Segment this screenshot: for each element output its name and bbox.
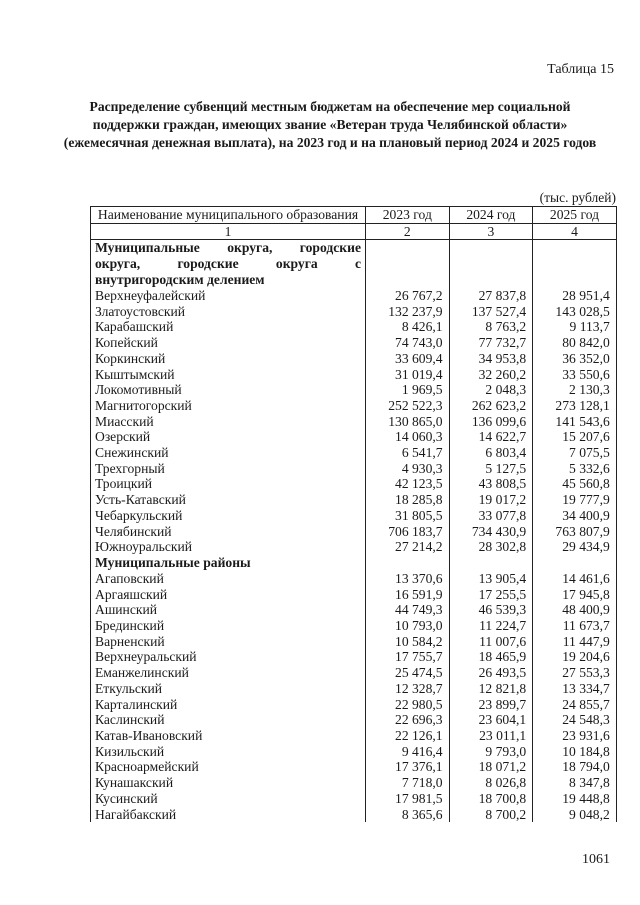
amount-cell: 33 609,4 (366, 351, 450, 367)
amount-cell: 8 763,2 (449, 319, 533, 335)
amount-cell: 25 474,5 (366, 665, 450, 681)
table-row (91, 712, 617, 728)
header-2024: 2024 год (449, 207, 533, 224)
amount-cell: 33 077,8 (449, 508, 533, 524)
amount-cell: 2 048,3 (449, 382, 533, 398)
table-row (91, 288, 617, 304)
amount-cell: 28 951,4 (533, 288, 617, 304)
table-row (91, 571, 617, 587)
municipality-name: Копейский (91, 335, 366, 351)
municipality-name: Трехгорный (91, 461, 366, 477)
section-title: Муниципальные районы (91, 555, 366, 571)
table-row (91, 587, 617, 603)
amount-cell: 16 591,9 (366, 587, 450, 603)
amount-cell: 262 623,2 (449, 398, 533, 414)
municipality-name: Еткульский (91, 681, 366, 697)
table-row (91, 398, 617, 414)
municipality-name: Агаповский (91, 571, 366, 587)
amount-cell: 12 821,8 (449, 681, 533, 697)
amount-cell: 48 400,9 (533, 602, 617, 618)
table-row (91, 791, 617, 807)
table-row (91, 382, 617, 398)
document-title: Распределение субвенций местным бюджетам на обеспечение мер социальной поддержки граждан, имеющих звание «Ветеран труда Челябинской области» (ежемесячная денежная выплата), на 2023 год и на плановый период 2024 и 2025 годов (63, 99, 597, 150)
table-row (91, 429, 617, 445)
amount-cell: 10 584,2 (366, 634, 450, 650)
table-row (91, 539, 617, 555)
municipality-name: Коркинский (91, 351, 366, 367)
amount-cell: 23 011,1 (449, 728, 533, 744)
municipality-name: Ашинский (91, 602, 366, 618)
column-number-1: 1 (91, 224, 366, 240)
amount-cell: 33 550,6 (533, 367, 617, 383)
header-municipality: Наименование муниципального образования (91, 207, 366, 224)
amount-cell: 18 465,9 (449, 649, 533, 665)
amount-cell: 17 755,7 (366, 649, 450, 665)
amount-cell: 17 981,5 (366, 791, 450, 807)
empty-cell (366, 240, 450, 289)
table-row (91, 319, 617, 335)
amount-cell: 23 899,7 (449, 697, 533, 713)
municipality-name: Карталинский (91, 697, 366, 713)
amount-cell: 9 416,4 (366, 744, 450, 760)
table-row (91, 351, 617, 367)
amount-cell: 29 434,9 (533, 539, 617, 555)
municipality-name: Нагайбакский (91, 807, 366, 823)
table-row (91, 775, 617, 791)
amount-cell: 17 376,1 (366, 759, 450, 775)
table-row (91, 602, 617, 618)
amount-cell: 132 237,9 (366, 304, 450, 320)
amount-cell: 34 953,8 (449, 351, 533, 367)
table-row (91, 304, 617, 320)
empty-cell (533, 240, 617, 289)
amount-cell: 45 560,8 (533, 476, 617, 492)
amount-cell: 252 522,3 (366, 398, 450, 414)
header-2025: 2025 год (533, 207, 617, 224)
municipality-name: Варненский (91, 634, 366, 650)
amount-cell: 27 214,2 (366, 539, 450, 555)
amount-cell: 22 696,3 (366, 712, 450, 728)
amount-cell: 27 837,8 (449, 288, 533, 304)
table-row (91, 524, 617, 540)
table-row (91, 618, 617, 634)
amount-cell: 10 184,8 (533, 744, 617, 760)
amount-cell: 7 075,5 (533, 445, 617, 461)
amount-cell: 9 048,2 (533, 807, 617, 823)
amount-cell: 14 461,6 (533, 571, 617, 587)
municipality-name: Кунашакский (91, 775, 366, 791)
table-row (91, 461, 617, 477)
column-number-4: 4 (533, 224, 617, 240)
table-number: Таблица 15 (547, 62, 614, 77)
table-row (91, 681, 617, 697)
amount-cell: 143 028,5 (533, 304, 617, 320)
header-row (91, 207, 617, 224)
empty-cell (449, 555, 533, 571)
municipality-name: Озерский (91, 429, 366, 445)
amount-cell: 14 060,3 (366, 429, 450, 445)
municipality-name: Локомотивный (91, 382, 366, 398)
empty-cell (449, 240, 533, 289)
table-row (91, 414, 617, 430)
subvention-table (90, 206, 617, 822)
amount-cell: 11 447,9 (533, 634, 617, 650)
units-label: (тыс. рублей) (539, 190, 616, 205)
amount-cell: 8 426,1 (366, 319, 450, 335)
municipality-name: Каслинский (91, 712, 366, 728)
municipality-name: Снежинский (91, 445, 366, 461)
amount-cell: 43 808,5 (449, 476, 533, 492)
amount-cell: 15 207,6 (533, 429, 617, 445)
amount-cell: 26 493,5 (449, 665, 533, 681)
amount-cell: 23 931,6 (533, 728, 617, 744)
amount-cell: 5 127,5 (449, 461, 533, 477)
amount-cell: 7 718,0 (366, 775, 450, 791)
amount-cell: 28 302,8 (449, 539, 533, 555)
amount-cell: 130 865,0 (366, 414, 450, 430)
amount-cell: 6 803,4 (449, 445, 533, 461)
amount-cell: 24 548,3 (533, 712, 617, 728)
municipality-name: Магнитогорский (91, 398, 366, 414)
amount-cell: 1 969,5 (366, 382, 450, 398)
amount-cell: 17 255,5 (449, 587, 533, 603)
amount-cell: 34 400,9 (533, 508, 617, 524)
municipality-name: Южноуральский (91, 539, 366, 555)
table-row (91, 649, 617, 665)
amount-cell: 46 539,3 (449, 602, 533, 618)
amount-cell: 36 352,0 (533, 351, 617, 367)
amount-cell: 18 700,8 (449, 791, 533, 807)
amount-cell: 74 743,0 (366, 335, 450, 351)
amount-cell: 19 777,9 (533, 492, 617, 508)
amount-cell: 11 224,7 (449, 618, 533, 634)
header-2023: 2023 год (366, 207, 450, 224)
amount-cell: 11 673,7 (533, 618, 617, 634)
amount-cell: 9 113,7 (533, 319, 617, 335)
amount-cell: 23 604,1 (449, 712, 533, 728)
amount-cell: 4 930,3 (366, 461, 450, 477)
amount-cell: 763 807,9 (533, 524, 617, 540)
amount-cell: 141 543,6 (533, 414, 617, 430)
table-header (91, 207, 617, 240)
amount-cell: 17 945,8 (533, 587, 617, 603)
amount-cell: 12 328,7 (366, 681, 450, 697)
table-row (91, 445, 617, 461)
amount-cell: 80 842,0 (533, 335, 617, 351)
amount-cell: 27 553,3 (533, 665, 617, 681)
amount-cell: 31 805,5 (366, 508, 450, 524)
table-row (91, 508, 617, 524)
amount-cell: 5 332,6 (533, 461, 617, 477)
municipality-name: Троицкий (91, 476, 366, 492)
table-row (91, 744, 617, 760)
amount-cell: 13 334,7 (533, 681, 617, 697)
amount-cell: 734 430,9 (449, 524, 533, 540)
column-number-3: 3 (449, 224, 533, 240)
amount-cell: 8 347,8 (533, 775, 617, 791)
amount-cell: 137 527,4 (449, 304, 533, 320)
municipality-name: Катав-Ивановский (91, 728, 366, 744)
amount-cell: 13 905,4 (449, 571, 533, 587)
amount-cell: 273 128,1 (533, 398, 617, 414)
amount-cell: 18 794,0 (533, 759, 617, 775)
amount-cell: 24 855,7 (533, 697, 617, 713)
municipality-name: Верхнеуральский (91, 649, 366, 665)
amount-cell: 19 204,6 (533, 649, 617, 665)
amount-cell: 22 126,1 (366, 728, 450, 744)
municipality-name: Верхнеуфалейский (91, 288, 366, 304)
municipality-name: Усть-Катавский (91, 492, 366, 508)
table-row (91, 697, 617, 713)
municipality-name: Аргаяшский (91, 587, 366, 603)
amount-cell: 32 260,2 (449, 367, 533, 383)
amount-cell: 8 700,2 (449, 807, 533, 823)
table-row (91, 476, 617, 492)
amount-cell: 26 767,2 (366, 288, 450, 304)
municipality-name: Миасский (91, 414, 366, 430)
municipality-name: Златоустовский (91, 304, 366, 320)
table-row (91, 759, 617, 775)
table-row (91, 665, 617, 681)
column-number-2: 2 (366, 224, 450, 240)
amount-cell: 19 448,8 (533, 791, 617, 807)
amount-cell: 6 541,7 (366, 445, 450, 461)
amount-cell: 8 365,6 (366, 807, 450, 823)
section-header-row (91, 555, 617, 571)
page-number: 1061 (582, 852, 610, 867)
table-row (91, 335, 617, 351)
empty-cell (533, 555, 617, 571)
section-title: Муниципальные округа, городские округа, городские округа с внутригородским делением (91, 240, 366, 289)
amount-cell: 11 007,6 (449, 634, 533, 650)
header-number-row (91, 224, 617, 240)
table-row (91, 634, 617, 650)
amount-cell: 9 793,0 (449, 744, 533, 760)
table-row (91, 807, 617, 823)
amount-cell: 2 130,3 (533, 382, 617, 398)
amount-cell: 77 732,7 (449, 335, 533, 351)
amount-cell: 8 026,8 (449, 775, 533, 791)
table-row (91, 367, 617, 383)
municipality-name: Кусинский (91, 791, 366, 807)
amount-cell: 706 183,7 (366, 524, 450, 540)
amount-cell: 13 370,6 (366, 571, 450, 587)
amount-cell: 10 793,0 (366, 618, 450, 634)
amount-cell: 22 980,5 (366, 697, 450, 713)
table-row (91, 492, 617, 508)
amount-cell: 19 017,2 (449, 492, 533, 508)
municipality-name: Кизильский (91, 744, 366, 760)
table-body (91, 240, 617, 823)
amount-cell: 136 099,6 (449, 414, 533, 430)
amount-cell: 42 123,5 (366, 476, 450, 492)
municipality-name: Красноармейский (91, 759, 366, 775)
amount-cell: 14 622,7 (449, 429, 533, 445)
amount-cell: 18 285,8 (366, 492, 450, 508)
municipality-name: Еманжелинский (91, 665, 366, 681)
table-row (91, 728, 617, 744)
section-header-row (91, 240, 617, 289)
municipality-name: Чебаркульский (91, 508, 366, 524)
empty-cell (366, 555, 450, 571)
amount-cell: 31 019,4 (366, 367, 450, 383)
municipality-name: Брединский (91, 618, 366, 634)
municipality-name: Кыштымский (91, 367, 366, 383)
amount-cell: 18 071,2 (449, 759, 533, 775)
municipality-name: Челябинский (91, 524, 366, 540)
municipality-name: Карабашский (91, 319, 366, 335)
amount-cell: 44 749,3 (366, 602, 450, 618)
